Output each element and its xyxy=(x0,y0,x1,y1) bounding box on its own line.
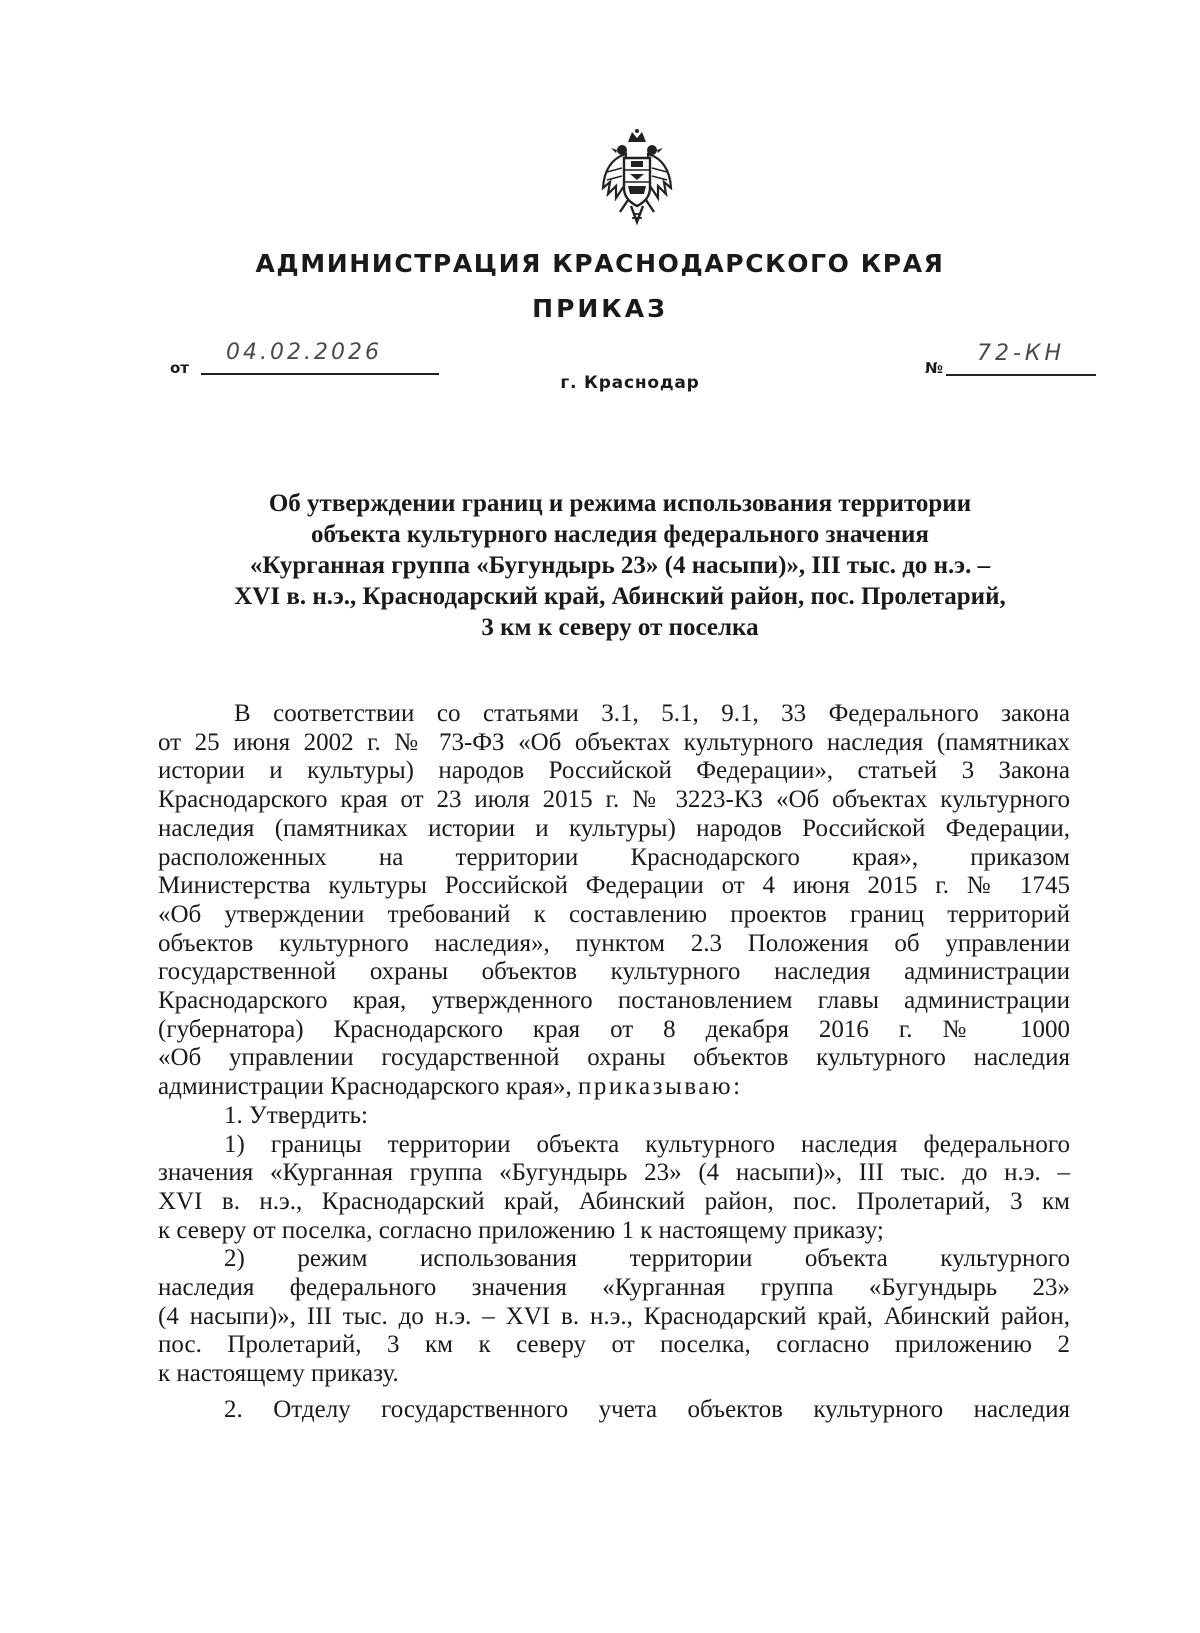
body-line: истории и культуры) народов Российской Федерации», статьей 3 Закона xyxy=(158,757,1070,785)
body-line-text: администрации Краснодарского края», xyxy=(158,1073,572,1101)
title-line: XVI в. н.э., Краснодарский край, Абинский район, пос. Пролетарий, xyxy=(234,583,1006,610)
body-line: пос. Пролетарий, 3 км к северу от поселка, согласно приложению 2 xyxy=(158,1331,1070,1359)
body-line: Краснодарского края от 23 июля 2015 г. № 3223-КЗ «Об объектах культурного xyxy=(158,786,1070,814)
body-line: к северу от поселка, согласно приложению 1 к настоящему приказу; xyxy=(158,1216,884,1244)
title-line: Об утверждении границ и режима использования территории xyxy=(268,490,972,517)
body-line: государственной охраны объектов культурного наследия администрации xyxy=(158,958,1070,986)
document-title xyxy=(170,488,1070,643)
body-line: XVI в. н.э., Краснодарский край, Абинский район, пос. Пролетарий, 3 км xyxy=(158,1187,1070,1215)
title-line: объекта культурного наследия федерального значения xyxy=(311,521,929,548)
item-2: 2. Отделу государственного учета объектов культурного наследия xyxy=(224,1395,1070,1423)
date-label: от xyxy=(170,359,189,377)
spacer xyxy=(158,1389,1070,1396)
document-body xyxy=(158,700,1070,1425)
title-line: 3 км к северу от поселка xyxy=(481,614,759,641)
body-line: «Об утверждении требований к составлению проектов границ территорий xyxy=(158,900,1070,928)
number-label: № xyxy=(925,359,944,377)
order-word: приказываю: xyxy=(578,1073,743,1101)
body-line: наследия федерального значения «Курганная группа «Бугундырь 23» xyxy=(158,1274,1070,1302)
body-line: «Об управлении государственной охраны объектов культурного наследия xyxy=(158,1044,1070,1072)
body-line: объектов культурного наследия», пунктом 2.3 Положения об управлении xyxy=(158,929,1070,957)
title-line: «Курганная группа «Бугундырь 23» (4 насыпи)», III тыс. до н.э. – xyxy=(249,552,991,579)
body-line: 2) режим использования территории объекта культурного xyxy=(224,1245,1070,1273)
item-1: 1. Утвердить: xyxy=(224,1101,368,1129)
body-line: значения «Курганная группа «Бугундырь 23» (4 насыпи)», III тыс. до н.э. – xyxy=(158,1159,1070,1187)
body-line: Министерства культуры Российской Федерации от 4 июня 2015 г. № 1745 xyxy=(158,872,1070,900)
number-handwritten: 72-КН xyxy=(977,341,1066,366)
body-line: Краснодарского края, утвержденного постановлением главы администрации xyxy=(158,987,1070,1015)
item-1-2 xyxy=(158,1245,1070,1389)
body-line: от 25 июня 2002 г. № 73-ФЗ «Об объектах культурного наследия (памятниках xyxy=(158,728,1070,756)
item-1-1 xyxy=(158,1131,1070,1246)
body-line-last xyxy=(158,1073,1070,1102)
body-line: к настоящему приказу. xyxy=(158,1360,399,1388)
document-type: ПРИКАЗ xyxy=(532,294,668,323)
preamble-paragraph xyxy=(158,700,1070,1102)
body-line: В соответствии со статьями 3.1, 5.1, 9.1, 33 Федерального закона xyxy=(234,700,1070,727)
body-line: наследия (памятниках истории и культуры) народов Российской Федерации, xyxy=(158,814,1070,842)
coat-of-arms-icon xyxy=(598,128,676,226)
city-name: г. Краснодар xyxy=(560,373,700,393)
body-line: (губернатора) Краснодарского края от 8 декабря 2016 г. № 1000 xyxy=(158,1015,1070,1043)
body-line: 1) границы территории объекта культурного наследия федерального xyxy=(224,1130,1070,1158)
organization-name: АДМИНИСТРАЦИЯ КРАСНОДАРСКОГО КРАЯ xyxy=(255,249,945,278)
body-line: расположенных на территории Краснодарского края», приказом xyxy=(158,843,1070,871)
body-line: (4 насыпи)», III тыс. до н.э. – XVI в. н.э., Краснодарский край, Абинский район, xyxy=(158,1302,1070,1330)
date-handwritten: 04.02.2026 xyxy=(226,340,382,365)
